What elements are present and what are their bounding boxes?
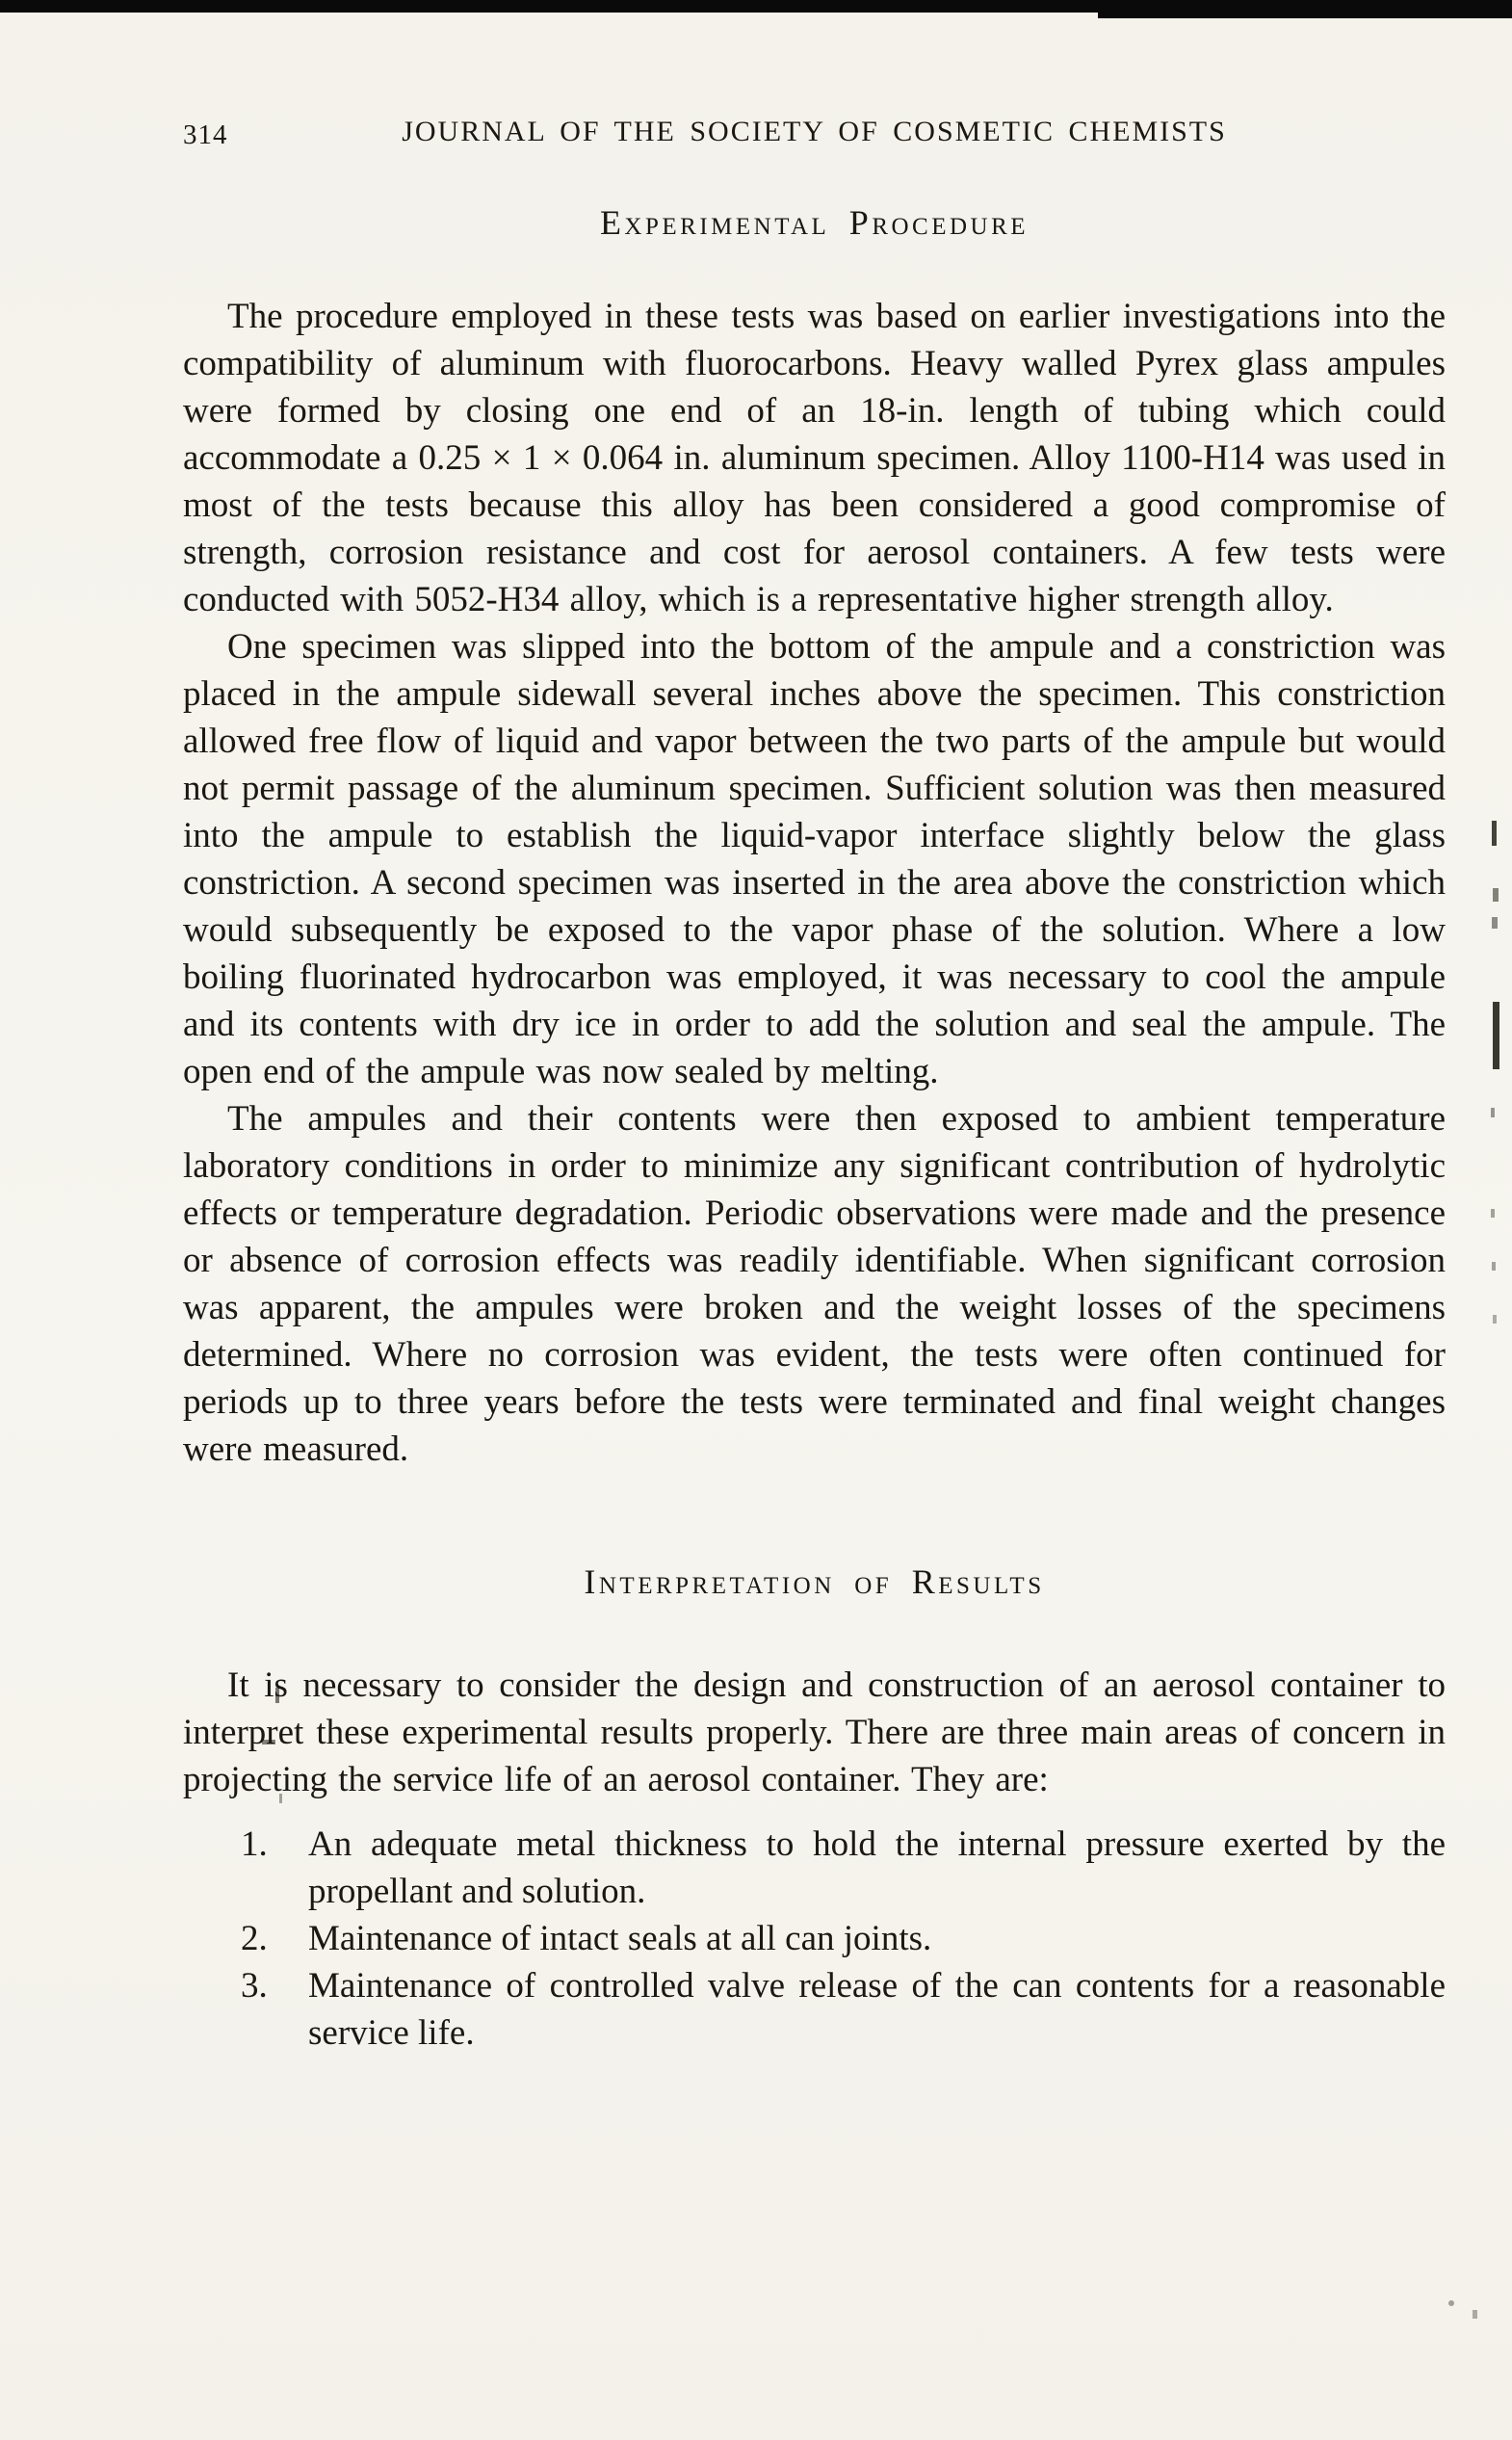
list-item [241, 1821, 1446, 1915]
list-item-text: Maintenance of intact seals at all can joints. [308, 1919, 932, 1958]
section-heading-interpretation-of-results: Interpretation of Results [584, 1562, 1045, 1601]
running-header-row [183, 114, 1446, 156]
list-item [241, 1915, 1446, 1962]
list-item-text: An adequate metal thickness to hold the internal pressure exerted by the propellant and solution. [308, 1824, 1446, 1911]
section-heading-experimental-procedure: Experimental Procedure [599, 203, 1030, 242]
page-number: 314 [183, 119, 228, 150]
list-item-text: Maintenance of controlled valve release of the can contents for a reasonable service life. [308, 1966, 1446, 2053]
list-item-number: 1. [241, 1824, 268, 1864]
list-item [241, 1962, 1446, 2057]
list-item-number: 3. [241, 1966, 268, 2006]
paragraph-procedure-2: One specimen was slipped into the bottom of the ampule and a constriction was placed in the ampule sidewall several inches above the specimen. This constriction allowed free flow of liquid and vapor between the two parts of the ampule but would not permit passage of the aluminum specimen. Sufficient solution was then measured into the ampule to establish the liquid-vapor interface slightly below the glass constriction. A second specimen was inserted in the area above the constriction which would subsequently be exposed to the vapor phase of the solution. Where a low boiling fluorinated hydrocarbon was employed, it was necessary to cool the ampule and its contents with dry ice in order to add the solution and seal the ampule. The open end of the ampule was now sealed by melting. [183, 627, 1446, 1091]
list-item-number: 2. [241, 1919, 268, 1958]
running-header: JOURNAL OF THE SOCIETY OF COSMETIC CHEMISTS [402, 116, 1227, 147]
scan-artifact [1448, 2300, 1454, 2306]
scan-artifact [1473, 2310, 1477, 2319]
paragraph-procedure-1: The procedure employed in these tests was based on earlier investigations into the compatibility of aluminum with fluorocarbons. Heavy walled Pyrex glass ampules were formed by closing one end of an 18-in. length of tubing which could accommodate a 0.25 × 1 × 0.064 in. aluminum specimen. Alloy 1100-H14 was used in most of the tests because this alloy has been considered a good compromise of strength, corrosion resistance and cost for aerosol containers. A few tests were conducted with 5052-H34 alloy, which is a representative higher strength alloy. [183, 297, 1446, 619]
paragraph-procedure-3: The ampules and their contents were then exposed to ambient temperature laboratory conditions in order to minimize any significant contribution of hydrolytic effects or temperature degradation. Periodic observations were made and the presence or absence of corrosion effects was readily identifiable. When significant corrosion was apparent, the ampules were broken and the weight losses of the specimens determined. Where no corrosion was evident, the tests were often continued for periods up to three years before the tests were terminated and final weight changes were measured. [183, 1099, 1446, 1469]
areas-of-concern-list [183, 1821, 1446, 2057]
paragraph-interpretation-1: It is necessary to consider the design and construction of an aerosol container to interpret these experimental results properly. There are three main areas of concern in projecting the service life of an aerosol container. They are: [183, 1666, 1446, 1799]
